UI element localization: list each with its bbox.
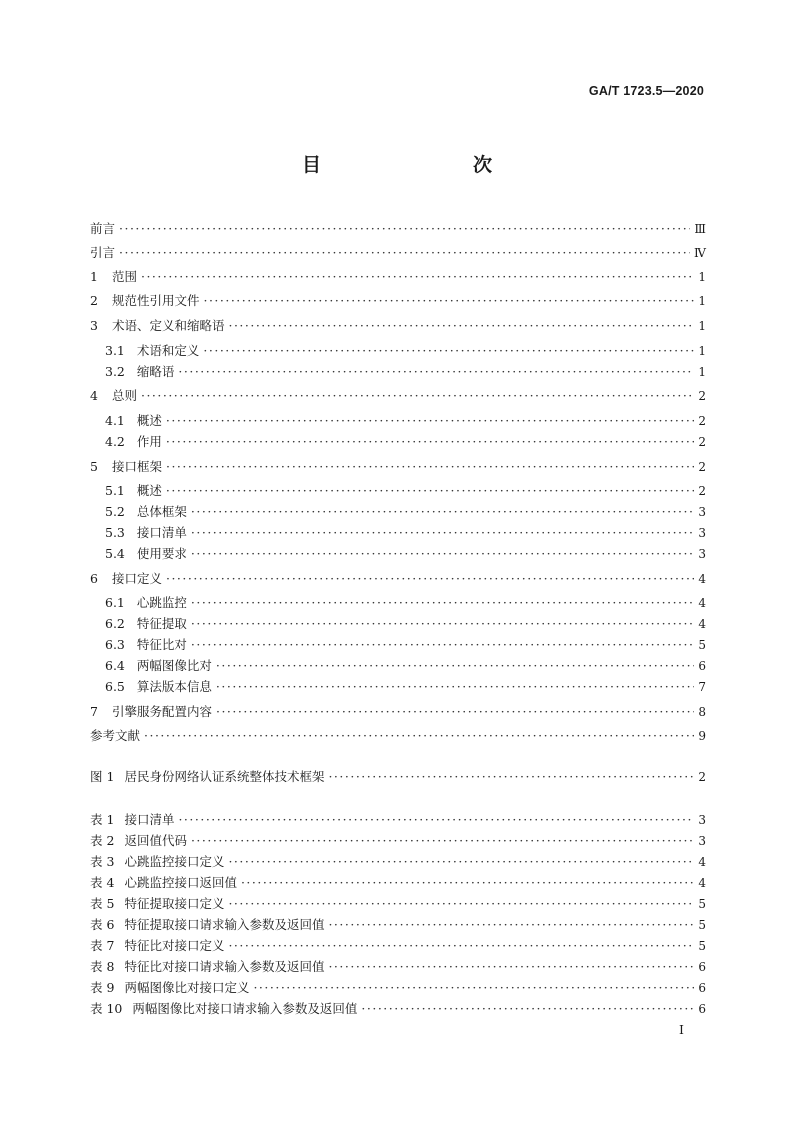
table-entry-number: 表 6 [90,917,115,932]
table-entry[interactable] [90,832,706,850]
dot-leader [328,958,694,976]
toc-entry-label: 心跳监控 [136,595,187,610]
toc-entry-number: 3.1 [105,343,125,358]
dot-leader [119,244,690,262]
toc-entry-label: 接口框架 [111,459,162,474]
toc-entry[interactable] [90,363,706,381]
page-title: 目 次 [301,154,530,176]
table-entry[interactable] [90,1000,706,1018]
table-entry[interactable] [90,937,706,955]
table-entry-number: 表 2 [90,833,115,848]
toc-entry-number: 6.2 [105,616,125,631]
dot-leader [216,703,694,721]
dot-leader [228,895,694,913]
table-entry-label: 特征比对接口请求输入参数及返回值 [124,959,325,974]
toc-entry-number: 5.1 [105,483,125,498]
table-entry-label: 两幅图像比对接口请求输入参数及返回值 [132,1001,358,1016]
toc-entry[interactable] [90,412,706,430]
toc-entry[interactable] [90,387,706,405]
dot-leader [216,678,694,696]
table-entry-page: 3 [698,813,706,827]
table-entry-page: 4 [698,876,706,890]
table-entry-number: 表 5 [90,896,115,911]
toc-entry[interactable] [90,594,706,612]
table-entry[interactable] [90,895,706,913]
table-entry-page: 5 [698,939,706,953]
table-entry-page: 6 [698,1002,706,1016]
dot-leader [191,503,694,521]
toc-entry-label: 概述 [136,483,162,498]
toc-entry-page: 6 [698,659,706,673]
toc-entry-label: 引擎服务配置内容 [111,704,212,719]
table-entry-label: 心跳监控接口定义 [124,854,225,869]
toc-entry[interactable] [90,636,706,654]
toc-entry-label: 术语和定义 [136,343,200,358]
dot-leader [144,727,694,745]
table-entry-page: 6 [698,981,706,995]
table-entry-number: 表 3 [90,854,115,869]
standard-code: GA/T 1723.5—2020 [588,84,704,98]
table-entry[interactable] [90,979,706,997]
toc-entry[interactable] [90,458,706,476]
dot-leader [166,412,694,430]
toc-entry-page: 7 [698,680,706,694]
toc-entry[interactable] [90,433,706,451]
table-entry-label: 返回值代码 [124,833,187,848]
toc-entry-number: 4 [90,388,98,403]
toc-entry[interactable] [90,220,706,238]
toc-entry[interactable] [90,317,706,335]
table-entry[interactable] [90,874,706,892]
toc-entry-label: 总则 [111,388,137,403]
table-entry-label: 特征提取接口请求输入参数及返回值 [124,917,325,932]
toc-entry-label: 前言 [90,221,116,236]
toc-entry-page: 4 [698,596,706,610]
toc-entry-number: 6 [90,571,98,586]
toc-entry-label: 总体框架 [136,504,187,519]
toc-entry-page: 1 [698,294,706,308]
toc-entry[interactable] [90,615,706,633]
dot-leader [191,524,694,542]
toc-entry-page: 4 [698,617,706,631]
toc-entry-number: 4.2 [105,434,125,449]
table-entry-label: 特征提取接口定义 [124,896,225,911]
toc-entry-page: 2 [698,389,706,403]
toc-entry[interactable] [90,342,706,360]
toc-entry-label: 规范性引用文件 [111,293,200,308]
table-entry-page: 4 [698,855,706,869]
toc-entry-label: 接口清单 [136,525,187,540]
dot-leader [361,1000,694,1018]
table-entry-number: 表 10 [90,1001,123,1016]
table-entry[interactable] [90,958,706,976]
toc-entry-number: 3 [90,318,98,333]
toc-entry-label: 特征提取 [136,616,187,631]
toc-entry[interactable] [90,678,706,696]
toc-entry-number: 6.5 [105,679,125,694]
toc-entry-label: 参考文献 [90,728,141,743]
figure-entry-number: 图 1 [90,769,115,784]
dot-leader [216,657,694,675]
dot-leader [203,292,694,310]
table-entry-number: 表 8 [90,959,115,974]
dot-leader [191,594,694,612]
toc-entry[interactable] [90,524,706,542]
toc-entry-page: 8 [698,705,706,719]
toc-entry-number: 1 [90,269,98,284]
dot-leader [191,832,694,850]
toc-entry[interactable] [90,482,706,500]
toc-entry-label: 范围 [111,269,137,284]
toc-entry-page: 1 [698,319,706,333]
toc-entry-page: 2 [698,414,706,428]
dot-leader [141,268,694,286]
dot-leader [166,458,694,476]
figure-entry-label: 居民身份网络认证系统整体技术框架 [124,769,325,784]
toc-entry-page: Ⅲ [694,222,706,236]
toc-entry[interactable] [90,727,706,745]
dot-leader [191,636,694,654]
toc-entry[interactable] [90,244,706,262]
toc-entry[interactable] [90,545,706,563]
toc-entry[interactable] [90,703,706,721]
toc-entry-page: 2 [698,460,706,474]
toc-entry-number: 7 [90,704,98,719]
table-entry-number: 表 1 [90,812,115,827]
dot-leader [178,811,694,829]
dot-leader [166,433,694,451]
dot-leader [241,874,694,892]
toc-entry-number: 5.4 [105,546,125,561]
table-entry-page: 5 [698,897,706,911]
toc-entry-label: 缩略语 [136,364,175,379]
toc-entry-page: 3 [698,505,706,519]
dot-leader [119,220,690,238]
dot-leader [253,979,694,997]
toc-entry-number: 2 [90,293,98,308]
toc-entry-page: 3 [698,547,706,561]
toc-entry-page: 5 [698,638,706,652]
toc-entry[interactable] [90,503,706,521]
dot-leader [178,363,694,381]
dot-leader [228,317,694,335]
toc-entry[interactable] [90,268,706,286]
toc-entry-label: 两幅图像比对 [136,658,212,673]
dot-leader [203,342,694,360]
toc-entry-number: 5.3 [105,525,125,540]
table-entry-label: 心跳监控接口返回值 [124,875,237,890]
dot-leader [228,853,694,871]
dot-leader [166,570,694,588]
table-entry-label: 接口清单 [124,812,175,827]
toc-entry-number: 3.2 [105,364,125,379]
toc-entry-label: 特征比对 [136,637,187,652]
dot-leader [191,615,694,633]
dot-leader [191,545,694,563]
figure-entry-page: 2 [698,770,706,784]
toc-entry[interactable] [90,570,706,588]
dot-leader [166,482,694,500]
table-entry-label: 两幅图像比对接口定义 [124,980,250,995]
table-entry[interactable] [90,811,706,829]
toc-entry-label: 接口定义 [111,571,162,586]
toc-entry-page: 1 [698,270,706,284]
toc-entry-number: 6.1 [105,595,125,610]
toc-entry-label: 引言 [90,245,116,260]
toc-entry-page: 2 [698,435,706,449]
table-entry[interactable] [90,916,706,934]
page-number: I [679,1022,684,1037]
toc-entry-page: 2 [698,484,706,498]
dot-leader [228,937,694,955]
toc-entry-page: 3 [698,526,706,540]
table-entry-number: 表 7 [90,938,115,953]
table-entry-page: 3 [698,834,706,848]
dot-leader [141,387,694,405]
toc-entry-number: 5.2 [105,504,125,519]
table-entry[interactable] [90,853,706,871]
toc-entry[interactable] [90,292,706,310]
toc-entry[interactable] [90,657,706,675]
toc-entry-number: 5 [90,459,98,474]
toc-entry-number: 6.3 [105,637,125,652]
toc-entry-page: Ⅳ [694,246,706,260]
table-entry-label: 特征比对接口定义 [124,938,225,953]
toc-entry-label: 概述 [136,413,162,428]
table-entry-number: 表 9 [90,980,115,995]
toc-entry-label: 算法版本信息 [136,679,212,694]
table-entry-page: 5 [698,918,706,932]
toc-entry-number: 4.1 [105,413,125,428]
toc-entry-label: 使用要求 [136,546,187,561]
table-entry-number: 表 4 [90,875,115,890]
table-entry-page: 6 [698,960,706,974]
toc-entry-page: 9 [698,729,706,743]
dot-leader [328,768,694,786]
toc-entry-page: 1 [698,344,706,358]
toc-entry-label: 作用 [136,434,162,449]
toc-entry-number: 6.4 [105,658,125,673]
toc-entry-label: 术语、定义和缩略语 [111,318,225,333]
toc-entry-page: 1 [698,365,706,379]
figure-entry[interactable] [90,768,706,786]
dot-leader [328,916,694,934]
toc-entry-page: 4 [698,572,706,586]
